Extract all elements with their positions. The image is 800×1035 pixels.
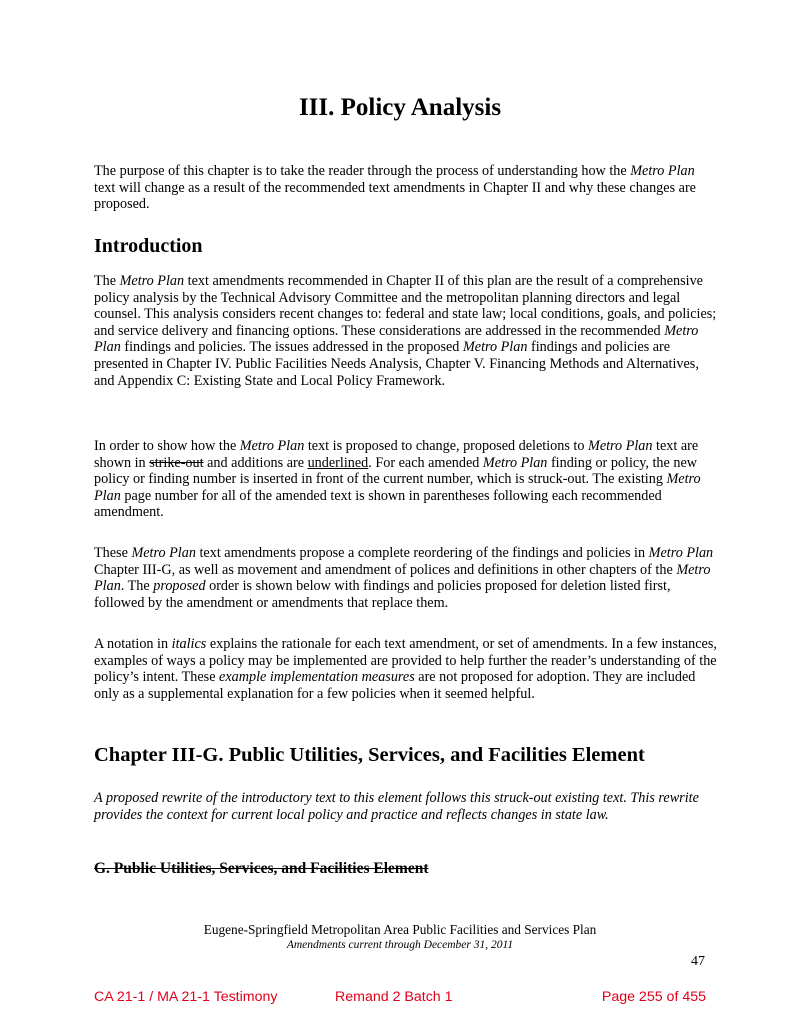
batch-label: Remand 2 Batch 1: [335, 989, 453, 1005]
page-title: III. Policy Analysis: [298, 94, 502, 121]
introduction-paragraph-4: A notation in italics explains the rationale for each text amendment, or set of amendments. In a few instances, examples of ways a policy may be implemented are provided to help further the reader’s understanding of the policy’s intent. These example implementation measures are not proposed for adoption. They are included only as a supplemental explanation for a few policies when it seemed helpful.: [94, 636, 717, 702]
testimony-label: CA 21-1 / MA 21-1 Testimony: [94, 989, 278, 1005]
chapter-note: A proposed rewrite of the introductory text to this element follows this struck-out existing text. This rewrite provides the context for current local policy and practice and reflects changes in state law.: [94, 790, 699, 823]
footer-plan-title: Eugene-Springfield Metropolitan Area Public Facilities and Services Plan: [203, 922, 597, 937]
introduction-paragraph-3: These Metro Plan text amendments propose a complete reordering of the findings and policies in Metro Plan Chapter III-G, as well as movement and amendment of polices and definitions in other chapters of the Metro Plan. The proposed order is shown below with findings and policies proposed for deletion listed first, followed by the amendment or amendments that replace them.: [94, 545, 714, 611]
intro-paragraph: The purpose of this chapter is to take the reader through the process of understanding how the Metro Plan text will change as a result of the recommended text amendments in Chapter II and why these changes are proposed.: [94, 163, 696, 213]
introduction-heading: Introduction: [94, 235, 203, 257]
introduction-paragraph-2: In order to show how the Metro Plan text is proposed to change, proposed deletions to Metro Plan text are shown in strike-out and additions are underlined. For each amended Metro Plan finding or policy, the new policy or finding number is inserted in front of the current number, which is struck-out. The existing Metro Plan page number for all of the amended text is shown in parentheses following each recommended amendment.: [94, 438, 701, 521]
testimony-stamp-bar: [94, 989, 706, 1009]
footer-amendment-date: Amendments current through December 31, 2011: [286, 939, 514, 951]
page-number: 47: [691, 954, 705, 969]
introduction-paragraph-1: The Metro Plan text amendments recommended in Chapter II of this plan are the result of a comprehensive policy analysis by the Technical Advisory Committee and the metropolitan planning directors and legal counsel. This analysis considers recent changes to: federal and state law; local conditions, goals, and policies; and service delivery and financing options. These considerations are addressed in the recommended Metro Plan findings and policies. The issues addressed in the proposed Metro Plan findings and policies are presented in Chapter IV. Public Facilities Needs Analysis, Chapter V. Financing Methods and Alternatives, and Appendix C: Existing State and Local Policy Framework.: [94, 273, 717, 389]
stamp-page-count: Page 255 of 455: [601, 989, 706, 1005]
chapter-heading: Chapter III-G. Public Utilities, Services, and Facilities Element: [94, 744, 645, 766]
struck-out-heading: G. Public Utilities, Services, and Facilities Element: [94, 860, 429, 877]
